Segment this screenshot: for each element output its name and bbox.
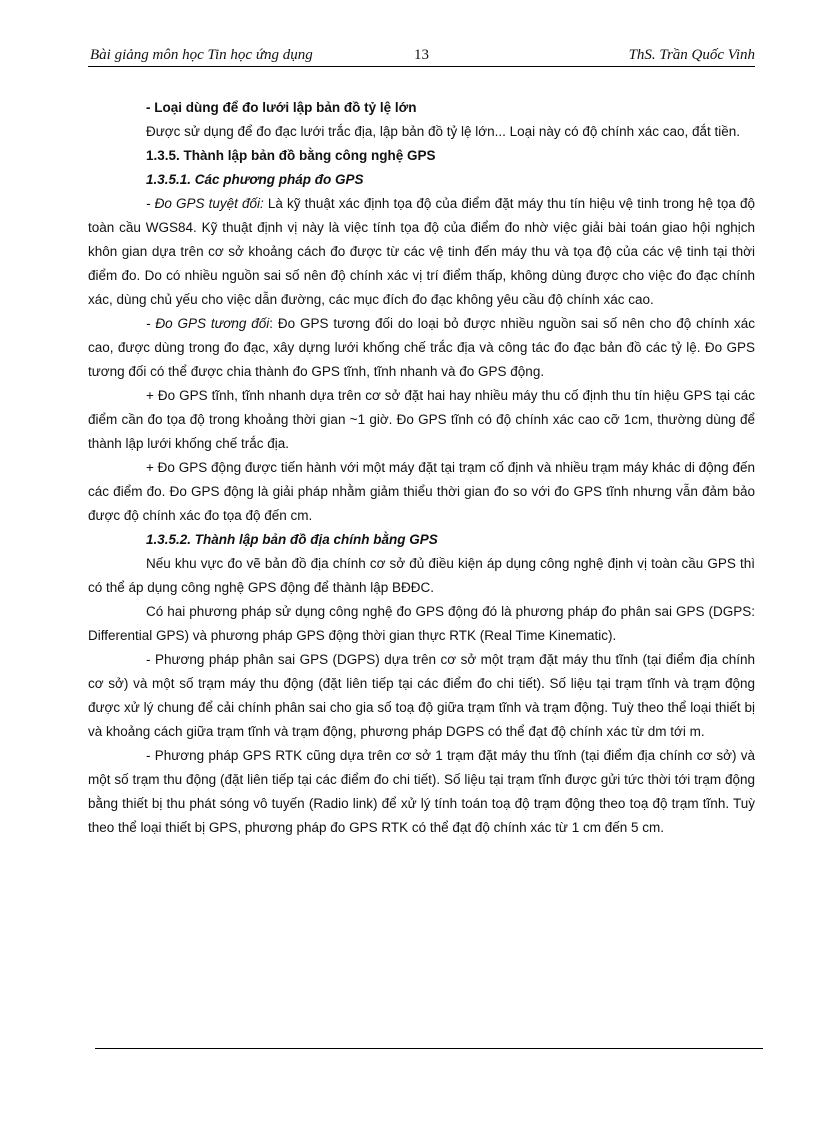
paragraph-static-gps: + Đo GPS tĩnh, tĩnh nhanh dựa trên cơ sở đặt hai hay nhiều máy thu cố định thu tín hiệu GPS tại các điểm cần đo tọa độ trong khoảng thời gian ~1 giờ. Đo GPS tĩnh có độ chính xác cao cỡ 1cm, thường dùng để thành lập lưới khống chế trắc địa. <box>88 388 755 451</box>
text-absolute-gps: Là kỹ thuật xác định tọa độ của điểm đặt máy thu tín hiệu vệ tinh trong hệ tọa độ toàn cầu WGS84. Kỹ thuật định vị này là việc tính tọa độ của điểm đo nhờ việc giải bài toán giao hội nghịch khôn gian dựa trên cơ sở khoảng cách đo được từ các vệ tinh đến máy thu và tọa độ của các vệ tinh tại thời điểm đo. Do có nhiều nguồn sai số nên độ chính xác vị trí điểm thấp, không dùng được cho việc đo đạc chính xác, dùng chủ yếu cho việc dẫn đường, các mục đích đo đạc không yêu cầu độ chính xác cao. <box>88 196 755 307</box>
subsection-heading-1351: 1.3.5.1. Các phương pháp đo GPS <box>146 172 364 187</box>
paragraph-relative-gps <box>88 312 755 384</box>
heading-device-type: - Loại dùng để đo lưới lập bản đồ tỷ lệ lớn <box>146 100 417 115</box>
paragraph-dynamic-gps: + Đo GPS động được tiến hành với một máy đặt tại trạm cố định và nhiều trạm máy khác di động đến các điểm đo. Đo GPS động là giải pháp nhằm giảm thiểu thời gian đo so với đo GPS tĩnh nhưng vẫn đảm bảo được độ chính xác đo tọa độ đến cm. <box>88 460 755 523</box>
header-page-number: 13 <box>414 47 429 63</box>
page-header <box>88 46 755 67</box>
section-heading-135: 1.3.5. Thành lập bản đồ bằng công nghệ GPS <box>146 148 436 163</box>
paragraph-absolute-gps <box>88 192 755 312</box>
page-body <box>88 96 755 840</box>
subsection-heading-1352: 1.3.5.2. Thành lập bản đồ địa chính bằng GPS <box>146 532 438 547</box>
paragraph-survey-area: Nếu khu vực đo vẽ bản đồ địa chính cơ sở đủ điều kiện áp dụng công nghệ định vị toàn cầu GPS thì có thể áp dụng công nghệ GPS động để thành lập BĐĐC. <box>88 556 755 595</box>
paragraph-two-methods: Có hai phương pháp sử dụng công nghệ đo GPS động đó là phương pháp đo phân sai GPS (DGPS: Differential GPS) và phương pháp GPS động thời gian thực RTK (Real Time Kinematic). <box>88 604 755 643</box>
label-relative-gps: - Đo GPS tương đối <box>146 316 270 331</box>
header-course-title: Bài giảng môn học Tin học ứng dụng <box>90 47 313 63</box>
paragraph-rtk-method: - Phương pháp GPS RTK cũng dựa trên cơ sở 1 trạm đặt máy thu tĩnh (tại điểm địa chính cơ sở) và một số trạm thu động (đặt liên tiếp tại các điểm đo chi tiết). Số liệu tại trạm tĩnh được gửi tức thời tới trạm động bằng thiết bị thu phát sóng vô tuyến (Radio link) để xử lý tính toán toạ độ trạm động theo toạ độ trạm tĩnh. Tuỳ theo thể loại thiết bị GPS, phương pháp đo GPS RTK có thể đạt độ chính xác từ 1 cm đến 5 cm. <box>88 748 755 835</box>
header-author: ThS. Trần Quốc Vinh <box>628 47 755 63</box>
paragraph-device-type: Được sử dụng để đo đạc lưới trắc địa, lập bản đồ tỷ lệ lớn... Loại này có độ chính xác cao, đắt tiền. <box>146 124 741 139</box>
label-absolute-gps: - Đo GPS tuyệt đối: <box>146 196 264 211</box>
text-relative-gps: : Đo GPS tương đối do loại bỏ được nhiều nguồn sai số nên cho độ chính xác cao, được dùng trong đo đạc, xây dựng lưới khống chế trắc địa và công tác đo đạc bản đồ các tỷ lệ. Đo GPS tương đối có thể được chia thành đo GPS tĩnh, tĩnh nhanh và đo GPS động. <box>88 316 756 379</box>
paragraph-dgps-method: - Phương pháp phân sai GPS (DGPS) dựa trên cơ sở một trạm đặt máy thu tĩnh (tại điểm địa chính cơ sở) và một số trạm máy thu động (đặt liên tiếp tại các điểm đo chi tiết). Số liệu tại trạm tĩnh và trạm động được xử lý chung để cải chính phân sai cho gia số toạ độ giữa trạm tĩnh và trạm động. Tuỳ theo thể loại thiết bị và khoảng cách giữa trạm tĩnh và trạm động, phương pháp DGPS có thể đạt độ chính xác từ dm tới m. <box>88 652 755 739</box>
footer-rule <box>95 1048 763 1049</box>
